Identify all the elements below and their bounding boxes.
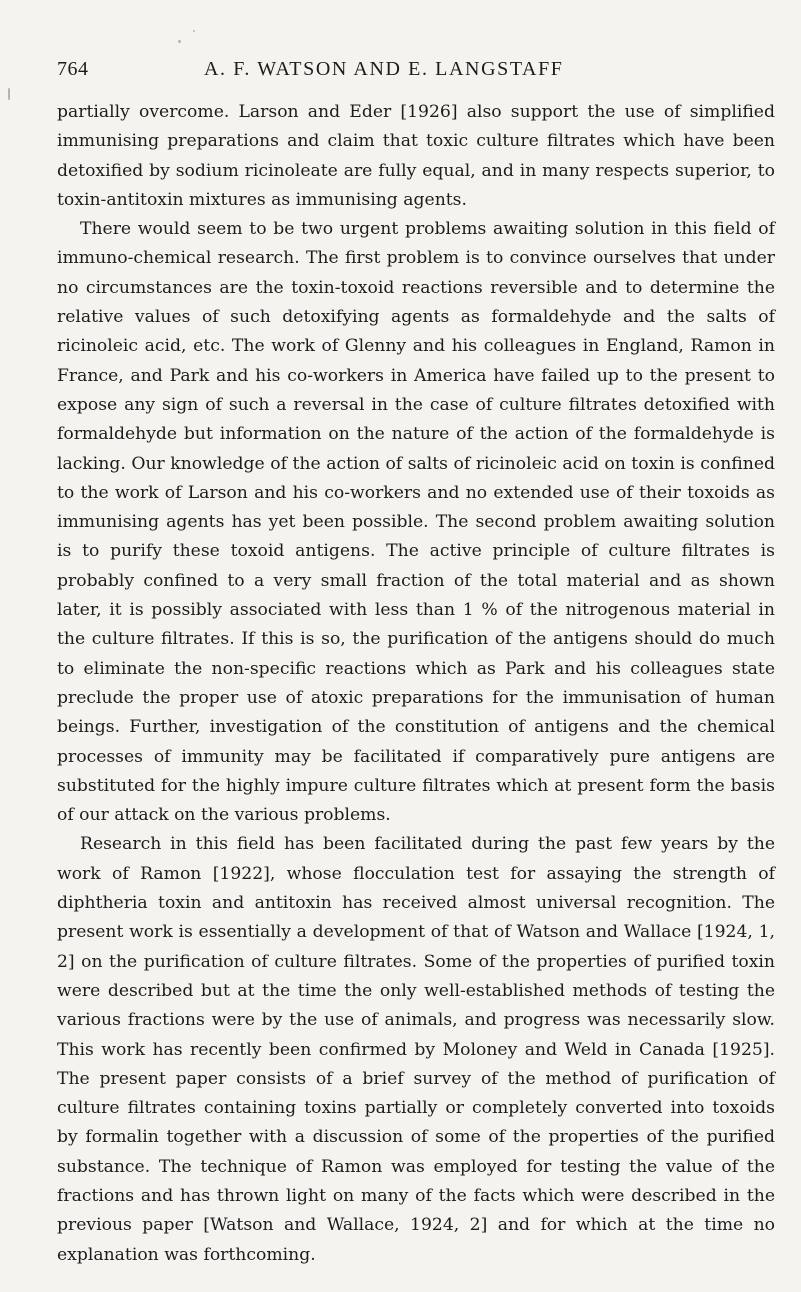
- paper-speck: [193, 30, 195, 32]
- paragraph-3: Research in this field has been facilitated during the past few years by the work of Ramon [1922], whose flocculation test for assaying the strength of diphtheria toxin and antitoxin has received almost universal recognition. The present work is essentially a development of that of Watson and Wallace [1924, 1, 2] on the purification of culture filtrates. Some of the properties of purified toxin were described but at the time the only well-established methods of testing the various fractions were by the use of animals, and progress was necessarily slow. This work has recently been confirmed by Moloney and Weld in Canada [1925]. The present paper consists of a brief survey of the method of purification of culture filtrates containing toxins partially or completely converted into toxoids by formalin together with a discussion of some of the properties of the purified substance. The technique of Ramon was employed for testing the value of the fractions and has thrown light on many of the facts which were described in the previous paper [Watson and Wallace, 1924, 2] and for which at the time no explanation was forthcoming.: [57, 834, 775, 1265]
- running-head: A. F. WATSON AND E. LANGSTAFF: [204, 58, 564, 80]
- page-number: 764: [57, 58, 89, 80]
- paper-speck: [178, 40, 181, 43]
- article-body: [57, 98, 775, 1270]
- paragraph-1: partially overcome. Larson and Eder [1926] also support the use of simplified immunising preparations and claim that toxic culture filtrates which have been detoxified by sodium ricinoleate are fully equal, and in many respects superior, to toxin-antitoxin mixtures as immunising agents.: [57, 102, 775, 210]
- paper-speck: [8, 88, 10, 100]
- page-header: [57, 58, 757, 86]
- paragraph-2: There would seem to be two urgent problems awaiting solution in this field of immuno-chemical research. The first problem is to convince ourselves that under no circumstances are the toxin-toxoid reactions reversible and to determine the relative values of such detoxifying agents as formaldehyde and the salts of ricinoleic acid, etc. The work of Glenny and his colleagues in England, Ramon in France, and Park and his co-workers in America have failed up to the present to expose any sign of such a reversal in the case of culture filtrates detoxified with formaldehyde but information on the nature of the action of the formaldehyde is lacking. Our knowledge of the action of salts of ricinoleic acid on toxin is confined to the work of Larson and his co-workers and no extended use of their toxoids as immunising agents has yet been possible. The second problem awaiting solution is to purify these toxoid antigens. The active principle of culture filtrates is probably confined to a very small fraction of the total material and as shown later, it is possibly associated with less than 1 % of the nitrogenous material in the culture filtrates. If this is so, the purification of the antigens should do much to eliminate the non-specific reactions which as Park and his colleagues state preclude the proper use of atoxic preparations for the immunisation of human beings. Further, investigation of the constitution of antigens and the chemical processes of immunity may be facilitated if comparatively pure antigens are substituted for the highly impure culture filtrates which at present form the basis of our attack on the various problems.: [57, 219, 775, 826]
